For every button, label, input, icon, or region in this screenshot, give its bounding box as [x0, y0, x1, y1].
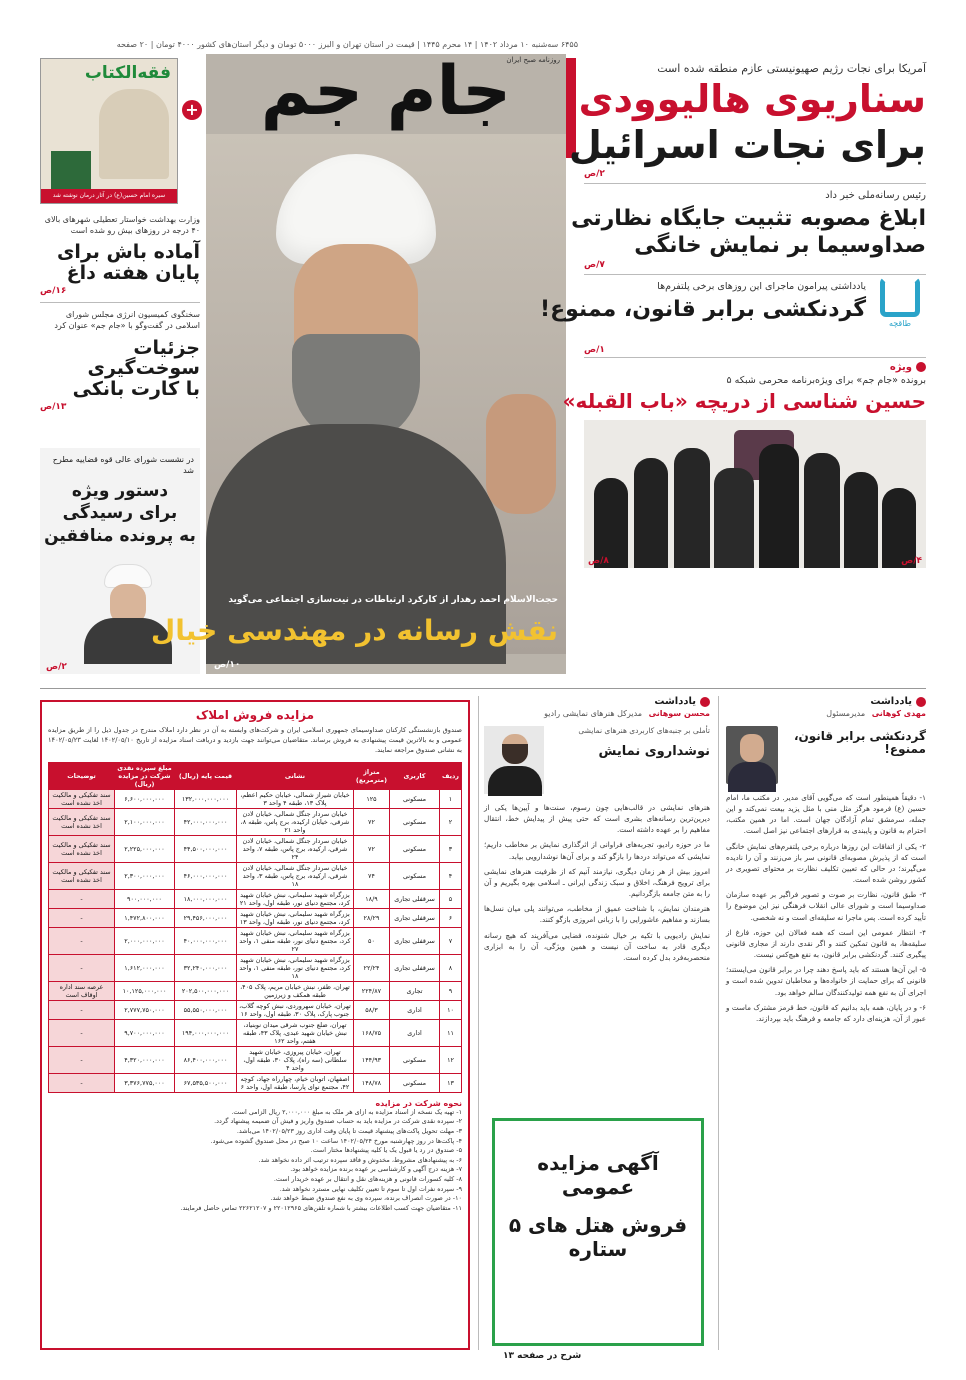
- table-cell: ۴,۳۲۰,۰۰۰,۰۰۰: [115, 1046, 175, 1073]
- item3-kicker: در نشست شورای عالی قوه قضاییه مطرح شد: [52, 455, 194, 476]
- table-cell: تهران، ضلع جنوب شرقی میدان نوبنیاد، نبش خیابان شهید عبدی، پلاک ۴۳، طبقه هفتم، واحد ۱۶۲: [237, 1019, 354, 1046]
- table-cell: ۳,۳۷۶,۷۷۵,۰۰۰: [115, 1073, 175, 1092]
- table-cell: ۶,۶۰۰,۰۰۰,۰۰۰: [115, 789, 175, 808]
- special-tag: ویژه: [584, 362, 926, 373]
- note2: [484, 696, 710, 1096]
- table-cell: ۲,۰۰۰,۰۰۰,۰۰۰: [115, 927, 175, 954]
- table-cell: بزرگراه شهید سلیمانی، نبش خیابان شهید کرد، مجتمع دنیای نور، طبقه اول، واحد ۲۱: [237, 889, 354, 908]
- table-cell: تجاری: [390, 981, 440, 1000]
- feature-page: ۱۰/ص: [214, 660, 241, 670]
- column-divider: [478, 696, 479, 1350]
- hand-shape: [486, 394, 556, 514]
- table-cell: ۲: [440, 808, 462, 835]
- section-divider: [40, 688, 926, 689]
- column-header: توضیحات: [49, 762, 115, 789]
- item1-page: ۱۶/ص: [40, 286, 67, 297]
- table-cell: ۲۰۲,۵۰۰,۰۰۰,۰۰۰: [175, 981, 237, 1000]
- table-cell: سند تفکیکی و مالکیت اخذ نشده است: [49, 789, 115, 808]
- magazine-photo: [99, 89, 169, 179]
- table-cell: ۶۷,۵۳۵,۵۰۰,۰۰۰: [175, 1073, 237, 1092]
- table-cell: سند تفکیکی و مالکیت اخذ نشده است: [49, 808, 115, 835]
- table-cell: ۱۹۴,۰۰۰,۰۰۰,۰۰۰: [175, 1019, 237, 1046]
- terms-item: ۱۱- متقاضیان جهت کسب اطلاعات بیشتر با شماره تلفن‌های ۲۲۰۱۲۹۶۵ و ۲۲۶۲۱۲۰۷ تماس حاصل فرمایند.: [180, 1203, 462, 1212]
- column-divider: [718, 696, 719, 1350]
- group-photo: [584, 420, 926, 568]
- table-cell: ۱۳۲,۰۰۰,۰۰۰,۰۰۰: [175, 789, 237, 808]
- table-row: [49, 1019, 462, 1046]
- special-kicker: برونده «جام جم» برای ویژه‌برنامه محرمی شبکه ۵: [726, 374, 926, 386]
- table-cell: مسکونی: [390, 1073, 440, 1092]
- table-row: [49, 981, 462, 1000]
- column-header: مبلغ سپرده نقدی شرکت در مزایده (ریال): [115, 762, 175, 789]
- magazine-banner: سیره امام حسین(ع) در آثار درمان نوشته شد: [41, 189, 177, 203]
- masthead-tagline: روزنامه صبح ایران: [506, 56, 560, 64]
- note-icon: [916, 697, 926, 707]
- terms-item: ۴- پاکت‌ها در روز چهارشنبه مورخ ۱۴۰۲/۰۵/۲۴ ساعت ۱۰ صبح در محل صندوق گشوده می‌شود.: [210, 1136, 462, 1145]
- note1-head: [726, 726, 926, 784]
- terms-item: ۹- سپرده نفرات اول تا سوم تا تعیین تکلیف نهایی مسترد نخواهد شد.: [279, 1184, 462, 1193]
- table-cell: ۸۶,۴۰۰,۰۰۰,۰۰۰: [175, 1046, 237, 1073]
- table-cell: عرصه سند اداره اوقاف است: [49, 981, 115, 1000]
- column-header: کاربری: [390, 762, 440, 789]
- note2-head: [484, 726, 710, 794]
- magazine-cover[interactable]: [40, 58, 178, 204]
- table-cell: ۱۰: [440, 1000, 462, 1019]
- table-cell: بزرگراه شهید سلیمانی، نبش خیابان شهید کرد، مجتمع دنیای نور، طبقه منفی ۱، واحد ۲۷: [237, 927, 354, 954]
- table-cell: ۳۲,۲۴۰,۰۰۰,۰۰۰: [175, 954, 237, 981]
- table-cell: ۱۸,۰۰۰,۰۰۰,۰۰۰: [175, 889, 237, 908]
- table-row: [49, 908, 462, 927]
- terms-item: ۶- به پیشنهادهای مشروط، مخدوش و فاقد سپرده ترتیب اثر داده نخواهد شد.: [258, 1155, 462, 1164]
- terms-item: ۸- کلیه کسورات قانونی و هزینه‌های نقل و انتقال بر عهده خریدار است.: [273, 1174, 462, 1183]
- story2-page: ۷/ص: [584, 259, 605, 270]
- item2-title[interactable]: جزئیات سوخت‌گیری با کارت بانکی: [72, 336, 200, 401]
- column-header: قیمت پایه (ریال): [175, 762, 237, 789]
- table-cell: ۶: [440, 908, 462, 927]
- table-cell: -: [49, 1019, 115, 1046]
- person: [844, 472, 878, 568]
- ad-title-1: آگهی مزایده عمومی: [537, 1151, 659, 1199]
- table-cell: خیابان شیراز شمالی، خیابان حکیم اعظم، پلاک ۱۳، طبقه ۴ واحد ۳: [237, 789, 354, 808]
- table-cell: مسکونی: [390, 835, 440, 862]
- table-cell: بزرگراه شهید سلیمانی، نبش خیابان شهید کرد، مجتمع دنیای نور، طبقه اول، واحد ۱۳: [237, 908, 354, 927]
- auction-table: [48, 762, 462, 1093]
- table-cell: ۱۲: [440, 1046, 462, 1073]
- table-row: [49, 1000, 462, 1019]
- column-header: متراژ (مترمربع): [353, 762, 389, 789]
- table-cell: ۲,۳۰۰,۰۰۰,۰۰۰: [115, 862, 175, 889]
- table-cell: -: [49, 889, 115, 908]
- masthead-logo[interactable]: جام جم: [260, 52, 512, 131]
- person: [634, 458, 668, 568]
- table-cell: ۱۰,۱۲۵,۰۰۰,۰۰۰: [115, 981, 175, 1000]
- auction-intro: صندوق بازنشستگی کارکنان صداوسیمای جمهوری اسلامی ایران و شرکت‌های وابسته به آن در نظر دارد املاک مندرج در جدول ذیل را از طریق مزایده عمومی و به بالاترین قیمت پیشنهادی به فروش برساند. متقاضیان می‌توانند جهت بازدید و دریافت اسناد مزایده از تاریخ ۱۴۰۲/۰۵/۱۰ لغایت ۱۴۰۲/۰۵/۲۳ به نشانی صندوق مراجعه نمایند.: [48, 726, 462, 754]
- table-cell: ۴: [440, 862, 462, 889]
- table-row: [49, 1073, 462, 1092]
- item3-title: دستور ویژه برای رسیدگی به پرونده منافقین: [44, 481, 196, 546]
- story2-title[interactable]: ابلاغ مصوبه تثبیت جایگاه نظارتی صداوسیما بر نمایش خانگی: [571, 205, 926, 259]
- special-title[interactable]: حسین شناسی از دریچه «باب القبله»: [562, 388, 926, 413]
- table-cell: -: [49, 927, 115, 954]
- terms-list: [48, 1108, 462, 1214]
- author-photo: [484, 726, 544, 794]
- table-cell: ۳: [440, 835, 462, 862]
- table-cell: سند تفکیکی و مالکیت اخذ نشده است: [49, 862, 115, 889]
- table-cell: ۷: [440, 927, 462, 954]
- special-page-right: ۴/ص: [901, 555, 922, 566]
- item1-title[interactable]: آماده باش برای پایان هفته داغ: [57, 241, 200, 285]
- right-news-column: [540, 62, 926, 674]
- table-cell: سرقفلی تجاری: [390, 927, 440, 954]
- table-cell: ۱۱: [440, 1019, 462, 1046]
- table-row: [49, 1046, 462, 1073]
- terms-item: ۱- تهیه یک نسخه از اسناد مزایده به ازای هر ملک به مبلغ ۲,۰۰۰,۰۰۰ ریال الزامی است.: [231, 1107, 462, 1116]
- table-cell: ۱۴۴/۹۳: [353, 1046, 389, 1073]
- terms-item: ۳- مهلت تحویل پاکت‌های پیشنهاد قیمت تا پایان وقت اداری روز ۱۴۰۲/۰۵/۲۳ می‌باشد.: [236, 1126, 462, 1135]
- table-cell: -: [49, 908, 115, 927]
- portrait-photo: [150, 134, 566, 654]
- person: [804, 453, 840, 568]
- table-cell: تهران، خیابان سهروردی، نبش کوچه گلاب، جنوب پارک، پلاک ۳۰، طبقه اول، واحد ۱۶: [237, 1000, 354, 1019]
- plus-icon: +: [182, 100, 202, 120]
- feature-kicker: حجت‌الاسلام احمد رهدار از کارکرد ارتباطات در نیت‌سازی اجتماعی می‌گوید: [228, 595, 558, 605]
- table-cell: -: [49, 1073, 115, 1092]
- note-icon: [700, 697, 710, 707]
- divider: [584, 357, 926, 358]
- table-cell: ۷۴: [353, 862, 389, 889]
- table-row: [49, 927, 462, 954]
- note2-body: هنرهای نمایشی در قالب‌هایی چون رسوم، سنت‌ها و آیین‌ها یکی از دیرین‌ترین رسانه‌های بشری است که حتی پیش از پیدایش خط، انتقال مفاهیم را بر عهده داشته است. ما در حوزه رادیو، تجربه‌های فراوانی از اثرگذاری نمایش بر مخاطب داریم؛ نمایشی که می‌تواند دردها را بازگو کند و برای آن‌ها نوشدارویی بیابد. امروز بیش از هر زمان دیگری، نیازمند آنیم که از ظرفیت هنرهای نمایشی برای ترویج فرهنگ، اخلاق و سبک زندگی ایرانی ـ اسلامی بهره بگیریم و آن را به متن جامعه بازگردانیم. هنرمندان نمایش، با شناخت عمیق از مخاطب، می‌توانند پلی میان نسل‌ها بسازند و مفاهیم عاشورایی را با زبانی امروزی بازگو کنند. نمایش رادیویی با تکیه بر خیال شنونده، فضایی می‌آفریند که هیچ رسانه دیگری قادر به ساخت آن نیست و همین ویژگی، آن را به ابزاری منحصربه‌فرد بدل کرده است.: [484, 803, 710, 962]
- table-cell: ۹۰۰,۰۰۰,۰۰۰: [115, 889, 175, 908]
- taghche-logo-icon: [876, 277, 924, 337]
- auction-title: مزایده فروش املاک: [195, 708, 315, 722]
- note2-title: نوشدارو‌ی نمایش: [598, 744, 710, 759]
- item1-kicker: وزارت بهداشت خواستار تعطیلی شهرهای بالای ۴۰ درجه در روزهای بیش رو شده است: [44, 215, 200, 236]
- logo-mark: [880, 277, 920, 317]
- divider: [584, 274, 926, 275]
- feature-title: نقش رسانه در مهندسی خیال: [150, 614, 558, 647]
- note1-byline: مهدی کوهانی مدیرمسئول: [826, 709, 926, 718]
- lead-page: ۲/ص: [584, 168, 605, 179]
- table-cell: ۴۴,۵۰۰,۰۰۰,۰۰۰: [175, 835, 237, 862]
- table-cell: ۸: [440, 954, 462, 981]
- table-cell: ۵۰: [353, 927, 389, 954]
- note1: [726, 696, 926, 1350]
- auction-table-body: [49, 789, 462, 1092]
- table-cell: -: [49, 1046, 115, 1073]
- logo-text: طاقچه: [888, 318, 912, 328]
- table-cell: ۱۴۸/۷۸: [353, 1073, 389, 1092]
- issue-line: ۶۴۵۵ سه‌شنبه ۱۰ مرداد ۱۴۰۲ | ۱۴ محرم ۱۴۴۵ | قیمت در استان تهران و البرز ۵۰۰۰ تومان و دیگر استان‌های کشور ۴۰۰۰ تومان | ۲۰ صفحه: [116, 40, 578, 49]
- table-cell: مسکونی: [390, 808, 440, 835]
- table-cell: ۹: [440, 981, 462, 1000]
- note2-byline: محسن سوهانی مدیرکل هنرهای نمایشی رادیو: [544, 709, 710, 718]
- table-cell: ۲۲۴/۸۷: [353, 981, 389, 1000]
- feature-block[interactable]: [150, 52, 566, 674]
- person: [759, 444, 799, 568]
- terms-item: ۲- سپرده نقدی شرکت در مزایده باید به حساب صندوق واریز و فیش آن ضمیمه پیشنهاد گردد.: [214, 1117, 462, 1126]
- item2-kicker: سخنگوی کمیسیون انرژی مجلس شورای اسلامی در گفت‌وگو با «جام جم» عنوان کرد: [54, 310, 200, 331]
- table-cell: ۷۲: [353, 835, 389, 862]
- table-cell: اداری: [390, 1019, 440, 1046]
- table-cell: سرقفلی تجاری: [390, 954, 440, 981]
- table-cell: -: [49, 954, 115, 981]
- story3[interactable]: [540, 280, 926, 355]
- table-cell: تهران، ظفر، نبش خیابان مریم، پلاک ۴۰۵، طبقه همکف و زیرزمین: [237, 981, 354, 1000]
- story3-title: گردنکشی برابر قانون، ممنوع!: [540, 296, 866, 322]
- note1-title: گردنکشی برابر قانون، ممنوع!: [793, 729, 926, 757]
- terms-item: ۵- صندوق در رد یا قبول یک یا کلیه پیشنهادها مختار است.: [310, 1146, 462, 1155]
- special-icon: [916, 362, 926, 372]
- item2-page: ۱۳/ص: [40, 402, 67, 413]
- terms-item: ۷- هزینه درج آگهی و کارشناسی بر عهده برنده مزایده خواهد بود.: [290, 1165, 462, 1174]
- table-cell: ۹,۷۰۰,۰۰۰,۰۰۰: [115, 1019, 175, 1046]
- table-row: [49, 789, 462, 808]
- table-cell: خیابان سردار جنگل شمالی، خیابان لادن شرقی، ارکیده، برج پاس، طبقه ۳، واحد ۱۸: [237, 862, 354, 889]
- special-page-left: ۸/ص: [588, 555, 609, 566]
- table-cell: ۴۲,۰۰۰,۰۰۰,۰۰۰: [175, 808, 237, 835]
- table-cell: ۱: [440, 789, 462, 808]
- table-row: [49, 862, 462, 889]
- table-cell: مسکونی: [390, 862, 440, 889]
- table-cell: سرقفلی تجاری: [390, 908, 440, 927]
- table-row: [49, 835, 462, 862]
- table-row: [49, 889, 462, 908]
- magazine-name: فقه‌الکتاب: [84, 63, 171, 83]
- lead-title-1[interactable]: سناریوی هالیوودی: [578, 77, 926, 121]
- table-cell: سند تفکیکی و مالکیت اخذ نشده است: [49, 835, 115, 862]
- note2-label-row: یادداشت: [484, 696, 710, 707]
- divider: [40, 302, 200, 303]
- table-cell: اداری: [390, 1000, 440, 1019]
- table-cell: مسکونی: [390, 789, 440, 808]
- terms-title: نحوه شرکت در مزایده: [375, 1098, 462, 1108]
- note1-body: ۱- دقیقاً همینطور است که می‌گویی آقای مدیر. در مکتب ما، امام حسین (ع) فرمود هرگز مثل منی با مثل یزید بیعت نمی‌کند و این جمله، سرمشق تمام آزادگان جهان است. اما در همین مکتب، احترام به قانون و پایبندی به قرارهای اجتماعی نیز اصل است. ۲- یکی از اتفاقات این روزها درباره برخی پلتفرم‌های نمایش خانگی است که از پذیرش مصوبه‌ای قانونی سر باز می‌زنند و آن را نادیده می‌گیرند؛ در حالی که تعیین تکلیف نظارت بر محتوای تصویری در کشور روشن شده است. ۳- طبق قانون، نظارت بر صوت و تصویر فراگیر بر عهده سازمان صداوسیما است و شورای عالی انقلاب فرهنگی نیز این موضوع را تأیید کرده است. پس ماجرا نه سلیقه‌ای است و نه شخصی. ۴- انتظار عمومی این است که همه فعالان این حوزه، فارغ از سلیقه‌ها، به قانون تمکین کنند و اگر نقدی دارند از مجاری قانونی پیگیری کنند. گردنکشی برابر قانون، به نفع هیچ‌کس نیست. ۵- این آن‌ها هستند که باید پاسخ دهند چرا در برابر قانون می‌ایستند؛ قانونی که برای حمایت از خانواده‌ها و مخاطبان تدوین شده است و اجرای آن به نفع همه تولیدکنندگان سالم خواهد بود. ۶- و در پایان، همه باید بدانیم که قانون، خط قرمز مشترک ماست و عبور از آن، هزینه‌ای دارد که جامعه و فرهنگ باید بپردازند.: [726, 793, 926, 1023]
- table-cell: ۲۲/۲۴: [353, 954, 389, 981]
- story2-kicker: رئیس رسانه‌ملی خبر داد: [825, 189, 926, 201]
- property-auction-ad: [40, 700, 470, 1350]
- table-cell: ۵۸/۳: [353, 1000, 389, 1019]
- table-cell: خیابان سردار جنگل شمالی، خیابان لادن شرقی، خیابان ارکیده، برج پاس، طبقه ۸، واحد ۲۱: [237, 808, 354, 835]
- magazine-book-icon: [51, 151, 91, 191]
- table-cell: سرقفلی تجاری: [390, 889, 440, 908]
- table-cell: ۷۲: [353, 808, 389, 835]
- author-photo: [726, 726, 778, 784]
- table-cell: ۵۵,۵۵۰,۰۰۰,۰۰۰: [175, 1000, 237, 1019]
- ad-note: شرح در صفحه ۱۳: [503, 1351, 582, 1361]
- table-header-row: [49, 762, 462, 789]
- person: [674, 448, 710, 568]
- table-cell: تهران، خیابان پیروزی، خیابان شهید سلطانی (سه راه)، پلاک ۳۰، طبقه اول، واحد ۴: [237, 1046, 354, 1073]
- table-cell: بزرگراه شهید سلیمانی، نبش خیابان شهید کرد، مجتمع دنیای نور، طبقه منفی ۱، واحد ۱۸: [237, 954, 354, 981]
- table-cell: ۲,۱۰۰,۰۰۰,۰۰۰: [115, 808, 175, 835]
- table-cell: -: [49, 1000, 115, 1019]
- table-cell: خیابان سردار جنگل شمالی، خیابان لادن شرقی، ارکیده، برج پاس، طبقه ۷، واحد ۲۴: [237, 835, 354, 862]
- table-cell: ۲۹,۴۵۶,۰۰۰,۰۰۰: [175, 908, 237, 927]
- table-cell: ۱,۶۱۲,۰۰۰,۰۰۰: [115, 954, 175, 981]
- note1-label-row: یادداشت: [726, 696, 926, 707]
- table-cell: اصفهان، اتوبان خیام، چهارراه جهاد، کوچه ۴۲، مجتمع نوای پارسا، طبقه اول، واحد ۶: [237, 1073, 354, 1092]
- table-cell: ۲۸/۲۹: [353, 908, 389, 927]
- divider: [584, 183, 926, 184]
- item3-page: ۲/ص: [46, 662, 67, 672]
- table-cell: ۴۰,۰۰۰,۰۰۰,۰۰۰: [175, 927, 237, 954]
- person: [594, 478, 628, 568]
- table-cell: ۱۲۵: [353, 789, 389, 808]
- ad-title-2: فروش هتل های ۵ ستاره: [508, 1213, 688, 1261]
- column-header: ردیف: [440, 762, 462, 789]
- table-cell: ۲,۷۷۷,۷۵۰,۰۰۰: [115, 1000, 175, 1019]
- table-cell: ۴۶,۰۰۰,۰۰۰,۰۰۰: [175, 862, 237, 889]
- table-cell: مسکونی: [390, 1046, 440, 1073]
- table-cell: ۱۸/۹: [353, 889, 389, 908]
- story3-kicker: یادداشتی پیرامون ماجرای این روزهای برخی پلتفرم‌ها: [657, 280, 866, 292]
- table-cell: ۲,۲۲۵,۰۰۰,۰۰۰: [115, 835, 175, 862]
- table-cell: ۱۳: [440, 1073, 462, 1092]
- table-cell: ۵: [440, 889, 462, 908]
- hotel-auction-ad[interactable]: [492, 1118, 704, 1361]
- table-cell: ۱,۴۷۲,۸۰۰,۰۰۰: [115, 908, 175, 927]
- table-row: [49, 954, 462, 981]
- column-header: نشانی: [237, 762, 354, 789]
- table-row: [49, 808, 462, 835]
- note2-titles: [550, 726, 710, 794]
- table-cell: ۱۶۸/۷۵: [353, 1019, 389, 1046]
- terms-item: ۱۰- در صورت انصراف برنده، سپرده وی به نفع صندوق ضبط خواهد شد.: [270, 1194, 462, 1203]
- person: [714, 468, 754, 568]
- lead-title-2[interactable]: برای نجات اسرائیل: [568, 122, 926, 167]
- note2-kicker: تأملی بر جنبه‌های کاربردی هنرهای نمایشی: [578, 726, 710, 735]
- story3-page: ۱/ص: [584, 344, 605, 355]
- lead-kicker: آمریکا برای نجات رژیم صهیونیستی عازم منطقه شده است: [657, 62, 926, 75]
